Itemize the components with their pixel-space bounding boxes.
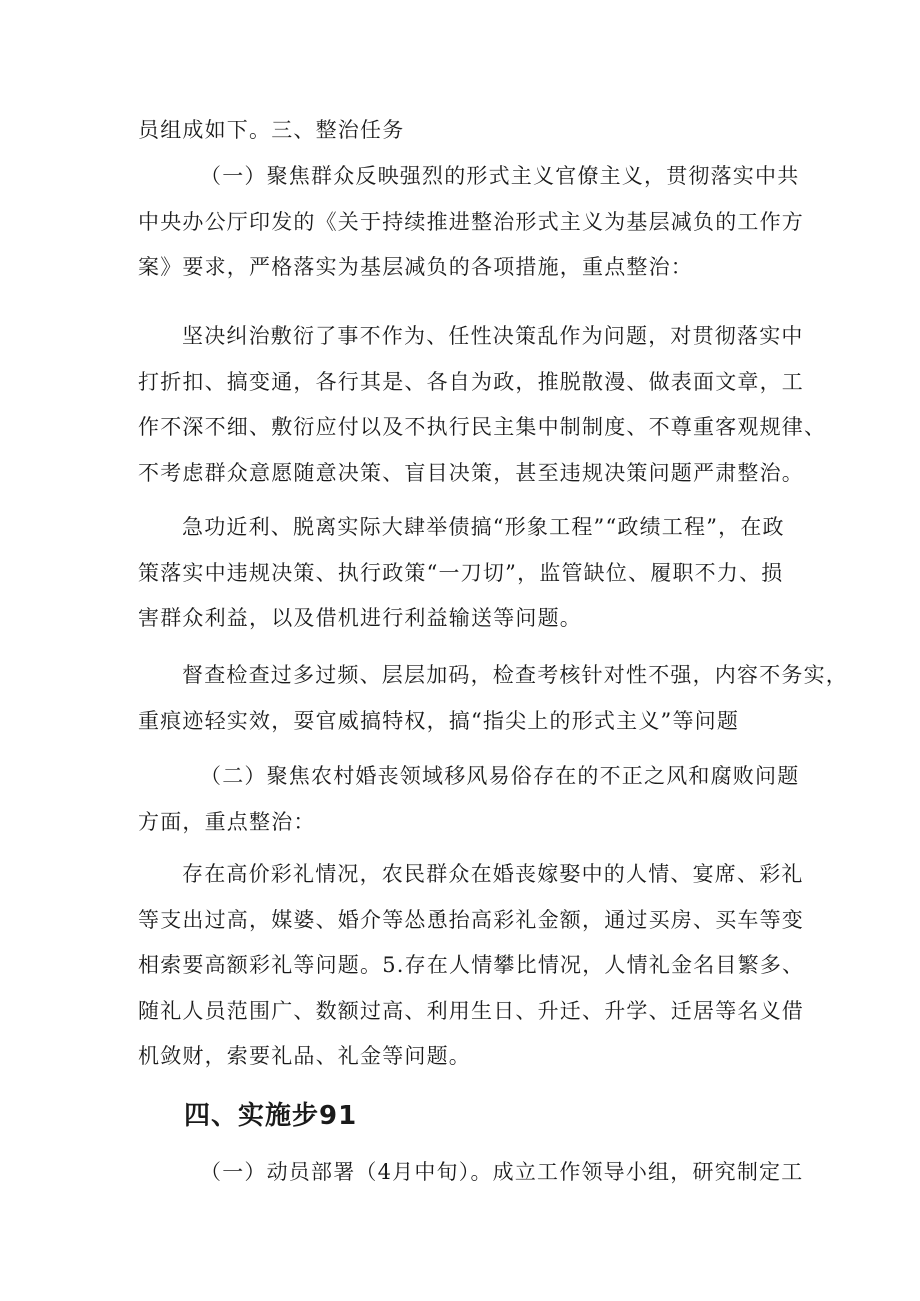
text-line: 机敛财，索要礼品、礼金等问题。 — [138, 1044, 471, 1068]
text-line: 相索要高额彩礼等问题。5.存在人情攀比情况，人情礼金名目繁多、 — [138, 953, 805, 977]
text-line: 方面，重点整治： — [138, 809, 316, 834]
text-line: （一）聚焦群众反映强烈的形式主义官僚主义，贯彻落实中共 — [200, 164, 800, 188]
text-line: 急功近利、脱离实际大肆举债搞“形象工程”“政绩工程”，在政 — [182, 515, 785, 539]
text-line: 督查检查过多过频、层层加码，检查考核针对性不强，内容不务实， — [182, 663, 848, 687]
text-line: 策落实中违规决策、执行政策“一刀切”，监管缺位、履职不力、损 — [138, 560, 784, 585]
text-line: 坚决纠治敷衍了事不作为、任性决策乱作为问题，对贯彻落实中 — [182, 324, 804, 348]
text-line: 存在高价彩礼情况，农民群众在婚丧嫁娶中的人情、宴席、彩礼 — [182, 862, 804, 886]
paragraph-formalism-issues — [138, 314, 826, 496]
text-line: 作不深不细、敷衍应付以及不执行民主集中制制度、不尊重客观规律、 — [138, 415, 827, 439]
section-last-paragraph — [138, 1150, 803, 1196]
text-line: 害群众利益，以及借机进行利益输送等问题。 — [138, 606, 582, 630]
text-line: （二）聚焦农村婚丧领域移风易俗存在的不正之风和腐败问题 — [200, 764, 800, 788]
text-line: （一）动员部署（4月中旬）。成立工作领导小组，研究制定工 — [200, 1160, 804, 1184]
paragraph-bride-price — [138, 852, 804, 1080]
text-line: 打折扣、搞变通，各行其是、各自为政，推脱散漫、做表面文章，工 — [138, 369, 804, 394]
paragraph-image-projects — [138, 505, 785, 642]
text-line: 重痕迹轻实效，耍官威搞特权，搞“指尖上的形式主义”等问题 — [138, 708, 740, 733]
intro-line — [138, 108, 404, 154]
text-line: 等支出过高，媒婆、婚介等怂恿抬高彩礼金额，通过买房、买车等变 — [138, 907, 804, 932]
text-line: 员组成如下。三、整治任务 — [138, 118, 405, 142]
text-line: 随礼人员范围广、数额过高、利用生日、升迁、升学、迁居等名义借 — [138, 998, 804, 1023]
text-line: 中央办公厅印发的《关于持续推进整治形式主义为基层减负的工作方 — [138, 209, 804, 234]
section-2-paragraph — [138, 754, 799, 845]
text-line: 案》要求，严格落实为基层减负的各项措施，重点整治： — [138, 255, 693, 279]
section-1-paragraph — [138, 154, 804, 291]
paragraph-inspection-issues — [138, 653, 848, 744]
text-line: 不考虑群众意愿随意决策、盲目决策，甚至违规决策问题严肃整治。 — [138, 460, 804, 485]
section-heading: 四、实施步91 — [184, 1101, 358, 1131]
